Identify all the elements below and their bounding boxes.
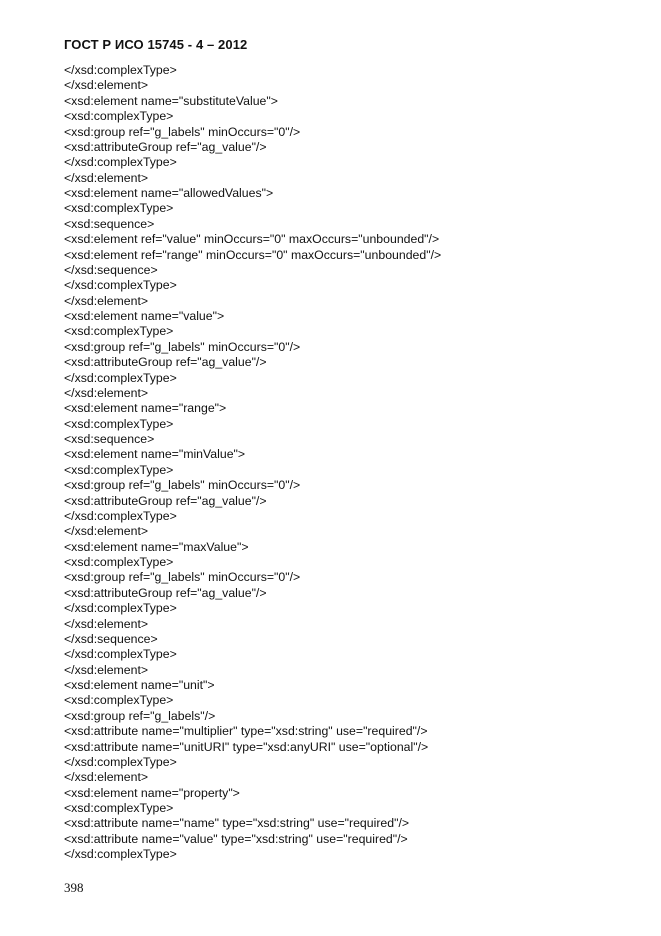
code-line: <xsd:attribute name="value" type="xsd:string" use="required"/> [64, 831, 408, 846]
code-line: </xsd:element> [64, 293, 149, 308]
code-line: </xsd:complexType> [64, 601, 177, 616]
code-line: <xsd:element name="range"> [64, 401, 227, 416]
code-line: <xsd:sequence> [64, 216, 155, 231]
code-line: </xsd:element> [64, 616, 149, 631]
code-line: </xsd:element> [64, 770, 149, 785]
code-line: </xsd:complexType> [64, 754, 177, 769]
code-line: </xsd:complexType> [64, 63, 177, 77]
code-line: <xsd:complexType> [64, 555, 174, 569]
code-line: <xsd:element name="property"> [64, 785, 240, 800]
code-line: </xsd:complexType> [64, 847, 177, 862]
code-line: </xsd:complexType> [64, 647, 177, 662]
code-line: <xsd:sequence> [64, 432, 155, 446]
code-line: </xsd:element> [64, 524, 149, 539]
code-line: <xsd:attributeGroup ref="ag_value"/> [64, 139, 267, 154]
code-line: <xsd:group ref="g_labels" minOccurs="0"/> [64, 339, 301, 354]
code-line: <xsd:complexType> [64, 801, 174, 815]
code-line: </xsd:element> [64, 78, 149, 93]
code-line: <xsd:element name="maxValue"> [64, 539, 249, 554]
code-line: <xsd:group ref="g_labels" minOccurs="0"/> [64, 570, 301, 585]
code-line: <xsd:element name="value"> [64, 309, 225, 323]
code-line: <xsd:attributeGroup ref="ag_value"/> [64, 355, 267, 370]
code-line: <xsd:attribute name="multiplier" type="xsd:string" use="required"/> [64, 724, 428, 739]
code-line: <xsd:group ref="g_labels"/> [64, 708, 216, 723]
code-line: </xsd:complexType> [64, 370, 177, 385]
code-line: <xsd:group ref="g_labels" minOccurs="0"/> [64, 478, 301, 493]
code-line: <xsd:complexType> [64, 201, 174, 216]
code-line: <xsd:complexType> [64, 693, 174, 708]
code-line: <xsd:element name="unit"> [64, 678, 215, 692]
standard-header: ГОСТ Р ИСО 15745 - 4 – 2012 [64, 37, 248, 52]
code-line: <xsd:element name="substituteValue"> [64, 93, 278, 108]
code-line: <xsd:complexType> [64, 324, 174, 339]
code-line: </xsd:complexType> [64, 508, 177, 523]
page-number: 398 [64, 880, 84, 895]
code-line: </xsd:sequence> [64, 262, 158, 277]
code-line: </xsd:complexType> [64, 278, 177, 293]
code-line: <xsd:attributeGroup ref="ag_value"/> [64, 585, 267, 600]
code-line: <xsd:complexType> [64, 462, 174, 477]
code-line: <xsd:complexType> [64, 109, 174, 124]
xsd-code-listing [64, 63, 441, 863]
code-line: </xsd:element> [64, 385, 149, 400]
code-line: <xsd:element ref="value" minOccurs="0" maxOccurs="unbounded"/> [64, 232, 440, 247]
code-line: <xsd:element name="minValue"> [64, 447, 246, 462]
code-line: <xsd:element ref="range" minOccurs="0" maxOccurs="unbounded"/> [64, 247, 442, 262]
code-line: <xsd:attributeGroup ref="ag_value"/> [64, 493, 267, 508]
code-line: <xsd:attribute name="name" type="xsd:string" use="required"/> [64, 816, 410, 831]
code-line: <xsd:element name="allowedValues"> [64, 186, 274, 200]
code-line: </xsd:element> [64, 170, 149, 185]
code-line: <xsd:group ref="g_labels" minOccurs="0"/> [64, 124, 301, 139]
code-line: </xsd:sequence> [64, 631, 158, 646]
code-line: </xsd:element> [64, 662, 149, 677]
code-line: </xsd:complexType> [64, 155, 177, 170]
code-line: <xsd:attribute name="unitURI" type="xsd:anyURI" use="optional"/> [64, 739, 429, 754]
code-line: <xsd:complexType> [64, 416, 174, 431]
